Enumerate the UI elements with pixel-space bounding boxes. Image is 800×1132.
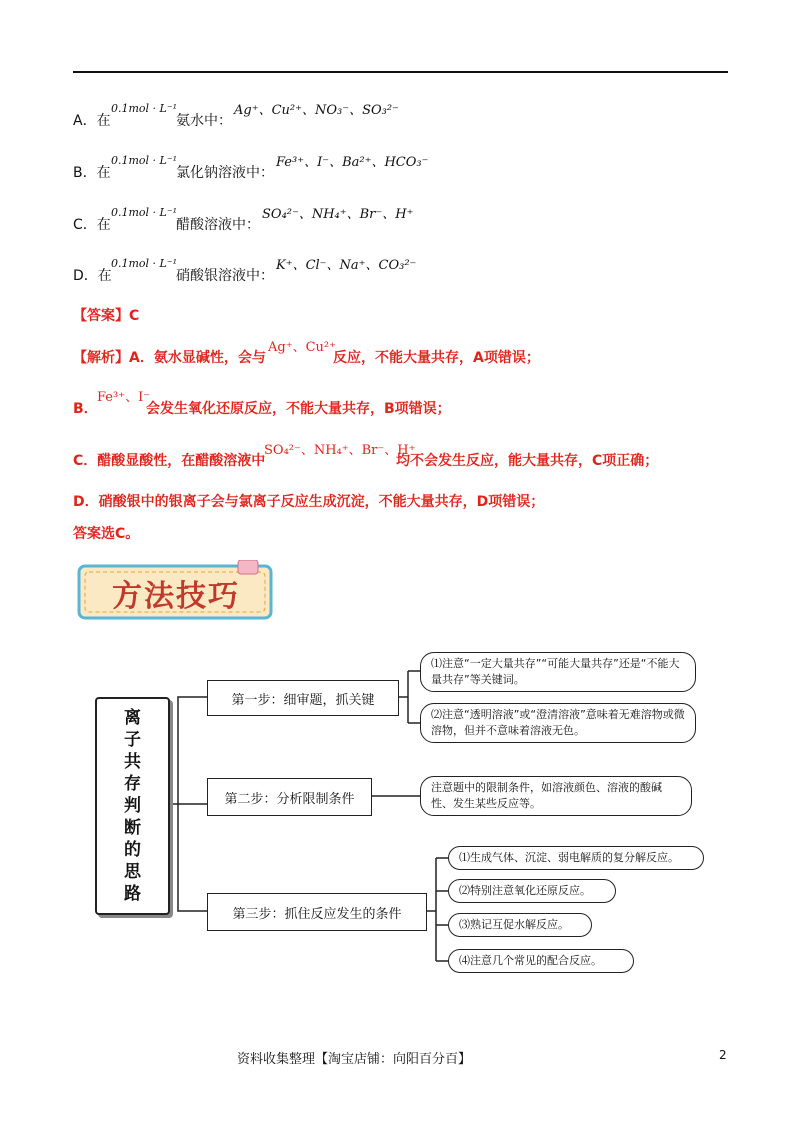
diagram-main-box <box>95 697 170 915</box>
analysis-c-ions: SO₄²⁻、NH₄⁺、Br⁻、H⁺ <box>264 443 416 458</box>
page-number: 2 <box>719 1048 727 1062</box>
answer-label: 【答案】 <box>73 308 129 324</box>
analysis-c-pre: C．醋酸显酸性，在醋酸溶液中 <box>73 453 266 469</box>
analysis-a-post: 反应，不能大量共存，A项错误； <box>333 350 540 366</box>
option-label: C．在 <box>73 217 111 233</box>
medium: 氨水中： <box>176 113 232 129</box>
analysis-c-post: 均不会发生反应，能大量共存，C项正确； <box>396 453 659 469</box>
answer-value: C <box>129 308 140 324</box>
ions: K⁺、Cl⁻、Na⁺、CO₃²⁻ <box>276 258 417 273</box>
option-label: B．在 <box>73 165 111 181</box>
concentration: 0.1mol · L⁻¹ <box>111 154 178 167</box>
step-3-note-2: ⑵特别注意氧化还原反应。 <box>448 879 616 903</box>
option-label: D．在 <box>73 268 112 284</box>
step-1-box: 第一步：细审题，抓关键 <box>207 680 399 716</box>
analysis-b-pre: B． <box>73 401 98 417</box>
ions: SO₄²⁻、NH₄⁺、Br⁻、H⁺ <box>262 207 414 222</box>
step-2-box: 第二步：分析限制条件 <box>207 778 372 816</box>
step-2-note-1: 注意题中的限制条件，如溶液颜色、溶液的酸碱性、发生某些反应等。 <box>420 776 692 816</box>
analysis-conclusion: 答案选C。 <box>73 526 140 542</box>
diagram-main-title: 离子共存判断的思路 <box>124 708 141 904</box>
analysis-b-post: 会发生氧化还原反应，不能大量共存，B项错误； <box>146 401 451 417</box>
medium: 醋酸溶液中： <box>176 217 260 233</box>
concentration: 0.1mol · L⁻¹ <box>111 206 178 219</box>
step-3-box: 第三步：抓住反应发生的条件 <box>207 893 427 931</box>
concentration: 0.1mol · L⁻¹ <box>111 257 178 270</box>
analysis-label: 【解析】 <box>73 350 129 366</box>
concentration: 0.1mol · L⁻¹ <box>111 102 178 115</box>
analysis-d: D．硝酸银中的银离子会与氯离子反应生成沉淀，不能大量共存，D项错误； <box>73 494 545 510</box>
ions: Ag⁺、Cu²⁺、NO₃⁻、SO₃²⁻ <box>234 103 399 118</box>
medium: 氯化钠溶液中： <box>176 165 274 181</box>
step-3-note-4: ⑷注意几个常见的配合反应。 <box>448 949 634 973</box>
analysis-a-pre: A．氨水显碱性，会与 <box>129 350 266 366</box>
medium: 硝酸银溶液中： <box>176 268 274 284</box>
ions: Fe³⁺、I⁻、Ba²⁺、HCO₃⁻ <box>276 155 429 170</box>
step-1-note-2: ⑵注意“透明溶液”或“澄清溶液”意味着无难溶物或微溶物，但并不意味着溶液无色。 <box>420 703 696 743</box>
analysis-a-ions: Ag⁺、Cu²⁺ <box>268 340 336 355</box>
step-1-note-1: ⑴注意“一定大量共存”“可能大量共存”还是“不能大量共存”等关键词。 <box>420 652 696 692</box>
option-label: A．在 <box>73 113 111 129</box>
banner-title: 方法技巧 <box>112 579 240 614</box>
step-3-note-3: ⑶熟记互促水解反应。 <box>448 913 592 937</box>
footer-text: 资料收集整理【淘宝店铺：向阳百分百】 <box>237 1052 472 1067</box>
step-3-note-1: ⑴生成气体、沉淀、弱电解质的复分解反应。 <box>448 846 704 870</box>
analysis-b-ions: Fe³⁺、I⁻ <box>97 390 151 405</box>
